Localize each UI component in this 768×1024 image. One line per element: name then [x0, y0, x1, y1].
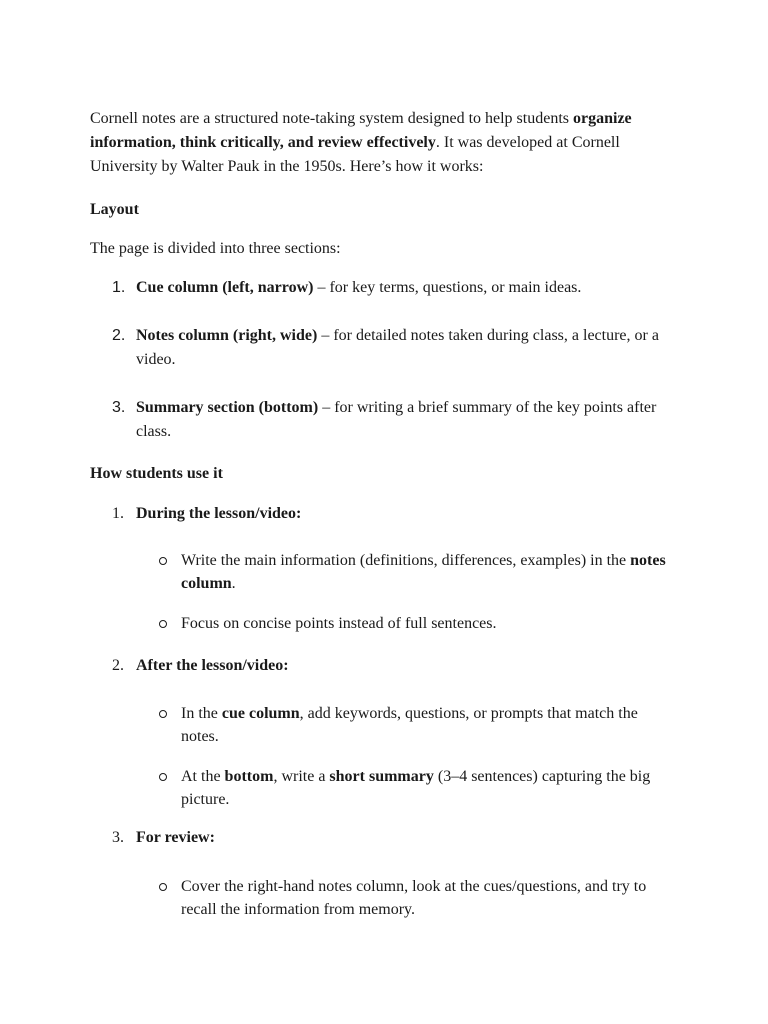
- layout-intro: The page is divided into three sections:: [90, 240, 341, 257]
- step-title: After the lesson/video:: [136, 657, 289, 674]
- sub-bullet-item: [181, 612, 676, 635]
- bullet-text: Focus on concise points instead of full sentences.: [181, 615, 497, 632]
- bullet-text: Write the main information (definitions, differences, examples) in the: [181, 552, 631, 569]
- bullet-text-end: (3–4 sentences) capturing the big picture.: [181, 768, 651, 808]
- usage-heading: How students use it: [90, 465, 223, 482]
- sub-bullet-item: [181, 702, 676, 748]
- usage-step-after: [112, 654, 676, 678]
- bullet-text: At the: [181, 768, 225, 785]
- bullet-text: , write a: [273, 768, 330, 785]
- hollow-circle-bullet-icon: [159, 620, 167, 628]
- usage-step-review: [112, 826, 676, 850]
- item-bold-label: Summary section (bottom): [136, 399, 319, 416]
- item-text: – for writing a brief summary of the key points after class.: [136, 399, 657, 440]
- item-text: – for key terms, questions, or main ideas.: [313, 279, 582, 296]
- intro-paragraph: [90, 107, 680, 179]
- intro-text-end: . It was developed at Cornell University by Walter Pauk in the 1950s. Here’s how it works:: [90, 134, 620, 175]
- step-title: For review:: [136, 829, 215, 846]
- layout-heading: Layout: [90, 201, 139, 218]
- layout-item-cue-column: [112, 276, 676, 300]
- bullet-text-end: , add keywords, questions, or prompts that match the notes.: [181, 705, 638, 745]
- bullet-bold-text: bottom: [224, 768, 274, 785]
- sub-bullet-item: [181, 875, 676, 921]
- list-number: 2.: [112, 327, 126, 344]
- list-number: 3.: [112, 829, 124, 846]
- list-number: 2.: [112, 657, 124, 674]
- bullet-bold-text: cue column: [221, 705, 300, 722]
- item-bold-label: Cue column (left, narrow): [136, 279, 314, 296]
- bullet-bold-text: notes column: [181, 552, 666, 592]
- layout-item-notes-column: [112, 324, 676, 372]
- hollow-circle-bullet-icon: [159, 557, 167, 565]
- bullet-text: In the: [181, 705, 222, 722]
- list-number: 1.: [112, 505, 124, 522]
- hollow-circle-bullet-icon: [159, 710, 167, 718]
- sub-bullet-item: [181, 549, 676, 595]
- list-number: 3.: [112, 399, 126, 416]
- sub-bullet-item: [181, 765, 676, 811]
- bullet-bold-text: short summary: [329, 768, 434, 785]
- list-number: 1.: [112, 279, 126, 296]
- hollow-circle-bullet-icon: [159, 883, 167, 891]
- hollow-circle-bullet-icon: [159, 773, 167, 781]
- intro-text: Cornell notes are a structured note-taking system designed to help students: [90, 110, 573, 127]
- bullet-text: Cover the right-hand notes column, look at the cues/questions, and try to recall the information from memory.: [181, 878, 647, 918]
- step-title: During the lesson/video:: [136, 505, 302, 522]
- layout-item-summary-section: [112, 396, 676, 444]
- item-bold-label: Notes column (right, wide): [136, 327, 318, 344]
- item-text: – for detailed notes taken during class, a lecture, or a video.: [136, 327, 659, 368]
- intro-bold-text: organize information, think critically, and review effectively: [90, 110, 632, 151]
- usage-step-during: [112, 502, 676, 526]
- bullet-text-end: .: [231, 575, 236, 592]
